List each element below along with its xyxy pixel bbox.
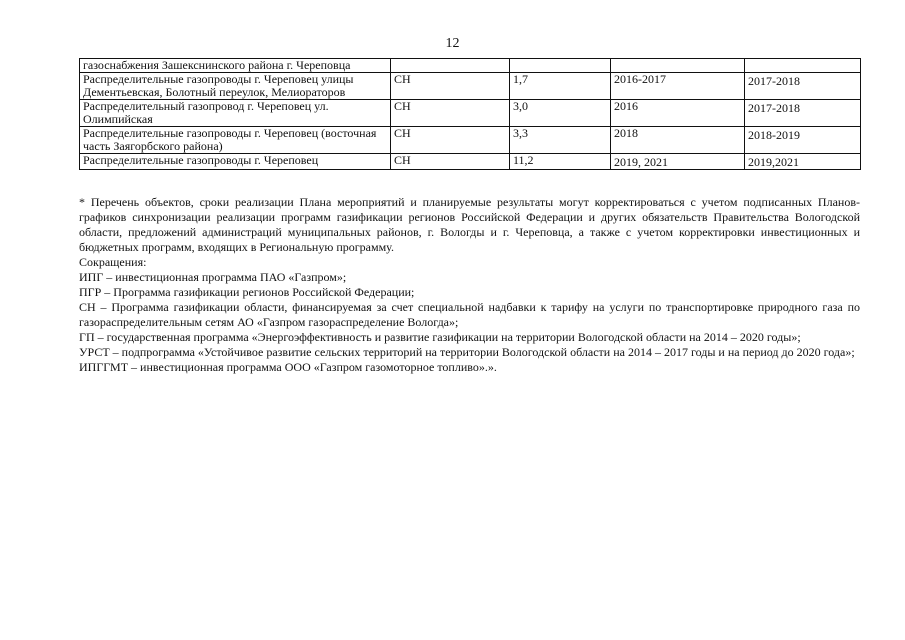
years-a-cell	[611, 59, 745, 73]
years-a-cell: 2016-2017	[611, 73, 745, 100]
program-cell: СН	[391, 154, 510, 170]
program-cell: СН	[391, 100, 510, 127]
program-cell: СН	[391, 73, 510, 100]
abbreviations-title: Сокращения:	[79, 255, 147, 269]
table-row	[80, 59, 861, 73]
object-name-cell: Распределительный газопровод г. Череповец ул. Олимпийская	[80, 100, 391, 127]
abbreviation-item: ИПГ – инвестиционная программа ПАО «Газпром»;	[79, 270, 347, 284]
object-name-cell: Распределительные газопроводы г. Череповец	[80, 154, 391, 170]
abbreviation-item: ГП – государственная программа «Энергоэффективность и развитие газификации на территории Вологодской области на 2014 – 2020 годы»;	[79, 330, 801, 344]
program-cell: СН	[391, 127, 510, 154]
value-cell: 1,7	[510, 73, 611, 100]
value-cell: 11,2	[510, 154, 611, 170]
abbreviation-item: СН – Программа газификации области, финансируемая за счет специальной надбавки к тарифу на услуги по транспортировке природного газа по газораспределительным сетям АО «Газпром газораспределение Вологда»;	[79, 300, 860, 329]
value-cell: 3,3	[510, 127, 611, 154]
abbreviation-item: ИПГГМТ – инвестиционная программа ООО «Газпром газомоторное топливо».».	[79, 360, 497, 374]
program-cell	[391, 59, 510, 73]
years-a-cell: 2019, 2021	[611, 154, 745, 170]
table-row	[80, 154, 861, 170]
years-a-cell: 2018	[611, 127, 745, 154]
table-row	[80, 73, 861, 100]
object-name-cell: газоснабжения Зашекснинского района г. Череповца	[80, 59, 391, 73]
footnote: * Перечень объектов, сроки реализации Плана мероприятий и планируемые результаты могут корректироваться с учетом подписанных Планов-графиков синхронизации реализации программ газификации регионов Российской Федерации и других обязательств Правительства Вологодской области, предложений администраций муниципальных районов, г. Вологды и г. Череповца, а также с учетом корректировки инвестиционных и бюджетных программ, входящих в Региональную программу.	[79, 195, 860, 254]
years-b-cell: 2017-2018	[745, 100, 861, 127]
object-name-cell: Распределительные газопроводы г. Череповец (восточная часть Заягорбского района)	[80, 127, 391, 154]
objects-table	[79, 58, 861, 170]
years-b-cell: 2019,2021	[745, 154, 861, 170]
table-row	[80, 127, 861, 154]
years-b-cell: 2017-2018	[745, 73, 861, 100]
years-a-cell: 2016	[611, 100, 745, 127]
value-cell	[510, 59, 611, 73]
page-number: 12	[445, 36, 460, 51]
notes-section	[79, 195, 860, 375]
abbreviation-item: УРСТ – подпрограмма «Устойчивое развитие сельских территорий на территории Вологодской области на 2014 – 2017 годы и на период до 2020 года»;	[79, 345, 855, 359]
years-b-cell: 2018-2019	[745, 127, 861, 154]
object-name-cell: Распределительные газопроводы г. Череповец улицы Дементьевская, Болотный переулок, Мелиораторов	[80, 73, 391, 100]
abbreviation-item: ПГР – Программа газификации регионов Российской Федерации;	[79, 285, 415, 299]
years-b-cell	[745, 59, 861, 73]
value-cell: 3,0	[510, 100, 611, 127]
table-row	[80, 100, 861, 127]
